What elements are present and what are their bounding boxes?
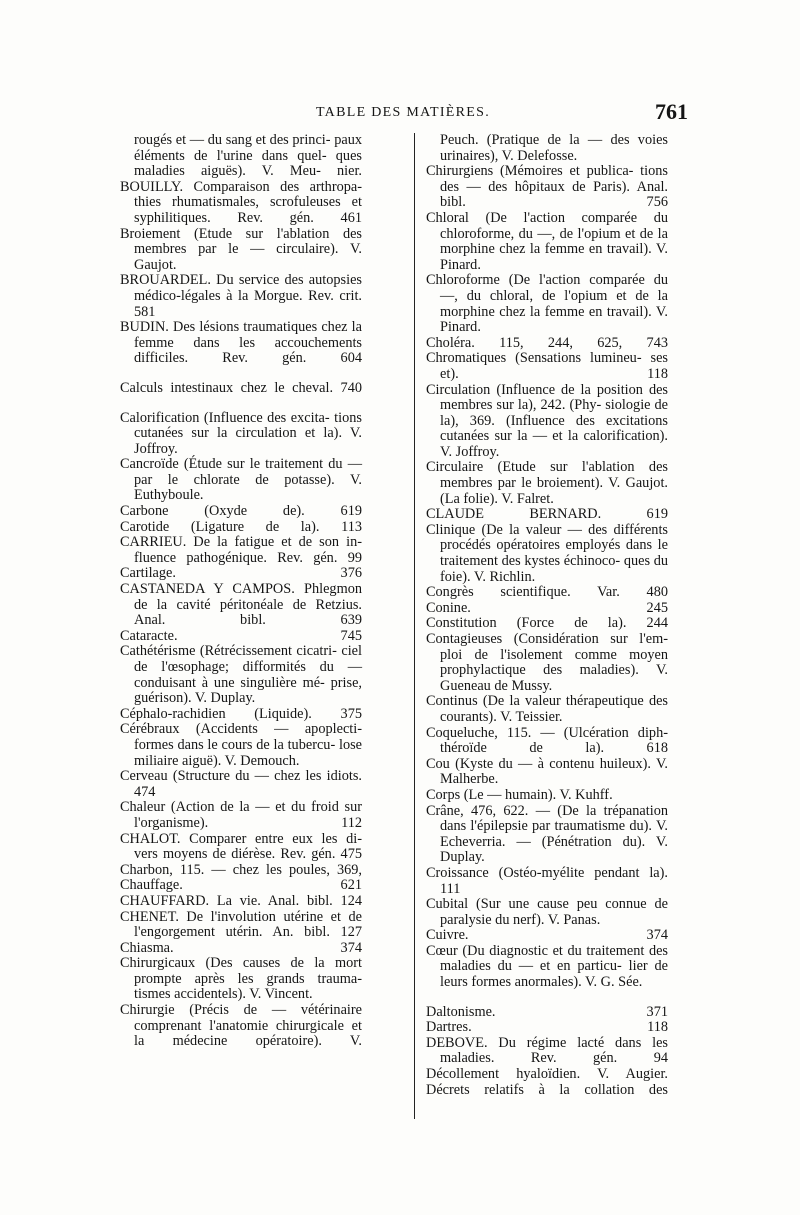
- index-entry: Chromatiques (Sensations lumineu- ses et). 118: [426, 350, 668, 382]
- index-entry: Chirurgie (Précis de — vétérinaire comprenant l'anatomie chirurgicale et la médecine opératoire). V.: [120, 1002, 362, 1050]
- column-divider: [414, 133, 415, 1119]
- index-entry: DEBOVE. Du régime lacté dans les maladies. Rev. gén. 94: [426, 1034, 668, 1067]
- index-entry: Croissance (Ostéo-myélite pendant la). 111: [426, 864, 668, 897]
- index-entry: Constitution (Force de la). 244: [426, 615, 668, 632]
- index-entry: Carbone (Oxyde de). 619: [120, 503, 362, 520]
- index-entry: Daltonisme. 371: [426, 1003, 668, 1020]
- index-entry: BOUILLY. Comparaison des arthropa- thies rhumatismales, scrofuleuses et syphilitiques. Rev. gén. 461: [120, 178, 362, 226]
- index-entry: Coqueluche, 115. — (Ulcération diph- théroïde de la). 618: [426, 724, 668, 757]
- index-entry: Cerveau (Structure du — chez les idiots. 474: [120, 768, 362, 800]
- index-entry: Corps (Le — humain). V. Kuhff.: [426, 786, 613, 803]
- index-entry: Continus (De la valeur thérapeutique des courants). V. Teissier.: [426, 693, 668, 725]
- index-entry: Cérébraux (Accidents — apoplecti- formes dans le cours de la tubercu- lose miliaire aiguë). V. Demouch.: [120, 721, 362, 769]
- index-entry: Cuivre. 374: [426, 927, 668, 944]
- index-entry: Chloral (De l'action comparée du chloroforme, du —, de l'opium et de la morphine chez la femme en travail). V. Pinard.: [426, 209, 668, 273]
- index-entry: CLAUDE BERNARD. 619: [426, 506, 668, 523]
- index-entry: Conine. 245: [426, 599, 668, 616]
- index-entry: Chirurgiens (Mémoires et publica- tions des — des hôpitaux de Paris). Anal. bibl. 756: [426, 163, 668, 211]
- index-entry: Choléra. 115, 244, 625, 743: [426, 334, 668, 351]
- index-entry: Clinique (De la valeur — des différents procédés opératoires employés dans le traitement des kystes échinoco- ques du foie). V. Richlin.: [426, 521, 668, 585]
- index-entry: Cathétérisme (Rétrécissement cicatri- ciel de l'œsophage; difformités du — conduisant à une singulière mé- prise, guérison). V. Duplay.: [120, 643, 362, 707]
- index-entry: BUDIN. Des lésions traumatiques chez la femme dans les accouchements difficiles. Rev. gén. 604: [120, 319, 362, 367]
- index-entry: CHENET. De l'involution utérine et de l'engorgement utérin. An. bibl. 127: [120, 908, 362, 941]
- index-entry: Décrets relatifs à la collation des: [426, 1081, 668, 1098]
- index-entry: Cartilage. 376: [120, 565, 362, 582]
- index-entry: CHAUFFARD. La vie. Anal. bibl. 124: [120, 892, 362, 909]
- index-entry: Chiasma. 374: [120, 939, 362, 956]
- index-entry: CHALOT. Comparer entre eux les di- vers moyens de diérèse. Rev. gén. 475: [120, 830, 362, 863]
- index-entry: Carotide (Ligature de la). 113: [120, 518, 362, 535]
- page-header: [118, 101, 688, 125]
- index-entry: Cœur (Du diagnostic et du traitement des maladies du — et en particu- lier de leurs formes anormales). V. G. Sée.: [426, 942, 668, 991]
- index-entry: Décollement hyaloïdien. V. Augier.: [426, 1066, 668, 1083]
- index-entry: Cubital (Sur une cause peu connue de paralysie du nerf). V. Panas.: [426, 896, 668, 928]
- index-entry: Cou (Kyste du — à contenu huileux). V. Malherbe.: [426, 755, 668, 788]
- left-column: [120, 133, 362, 1050]
- index-entry: Contagieuses (Considération sur l'em- ploi de l'isolement comme moyen prophylactique des maladies). V. Gueneau de Mussy.: [426, 631, 668, 694]
- index-entry: CASTANEDA Y CAMPOS. Phlegmon de la cavité péritonéale de Retzius. Anal. bibl. 639: [120, 581, 362, 629]
- right-column: [426, 133, 668, 1098]
- index-entry: CARRIEU. De la fatigue et de son in- fluence pathogénique. Rev. gén. 99: [120, 534, 362, 566]
- index-entry: Chaleur (Action de la — et du froid sur l'organisme). 112: [120, 799, 362, 831]
- index-entry: Circulaire (Etude sur l'ablation des membres par le broiement). V. Gaujot. (La folie). V. Falret.: [426, 459, 668, 507]
- index-entry: Calculs intestinaux chez le cheval. 740: [120, 379, 362, 396]
- page-number: 761: [655, 99, 688, 124]
- index-entry: Cataracte. 745: [120, 627, 362, 644]
- index-entry: rougés et — du sang et des princi- paux éléments de l'urine dans quel- ques maladies aiguës). V. Meu- nier.: [134, 132, 362, 180]
- index-entry: Peuch. (Pratique de la — des voies urinaires), V. Delefosse.: [440, 132, 668, 164]
- index-entry: Charbon, 115. — chez les poules, 369,: [120, 861, 362, 878]
- index-entry: Chirurgicaux (Des causes de la mort prompte après les grands trauma- tismes accidentels). V. Vincent.: [120, 955, 362, 1003]
- index-entry: BROUARDEL. Du service des autopsies médico-légales à la Morgue. Rev. crit. 581: [120, 272, 362, 320]
- index-entry: Cancroïde (Étude sur le traitement du — par le chlorate de potasse). V. Euthyboule.: [120, 456, 362, 504]
- running-title: TABLE DES MATIÈRES.: [315, 105, 491, 120]
- index-entry: Calorification (Influence des excita- tions cutanées sur la circulation et la). V. Joffroy.: [120, 409, 362, 457]
- index-entry: Chauffage. 621: [120, 877, 362, 894]
- index-entry: Circulation (Influence de la position des membres sur la), 242. (Phy- siologie de la), 369. (Influence des excitations cutanées sur la — et la calorification). V. Joffroy.: [426, 381, 668, 460]
- index-entry: Dartres. 118: [426, 1019, 668, 1036]
- index-entry: Chloroforme (De l'action comparée du —, du chloral, de l'opium et de la morphine chez la femme en travail). V. Pinard.: [426, 272, 668, 336]
- index-entry: Broiement (Etude sur l'ablation des membres par le — circulaire). V. Gaujot.: [120, 225, 362, 273]
- index-entry: Congrès scientifique. Var. 480: [426, 584, 668, 601]
- index-entry: Crâne, 476, 622. — (De la trépanation dans l'épilepsie par traumatisme du). V. Echeverria. — (Pénétration du). V. Duplay.: [426, 802, 668, 866]
- index-entry: Céphalo-rachidien (Liquide). 375: [120, 705, 362, 722]
